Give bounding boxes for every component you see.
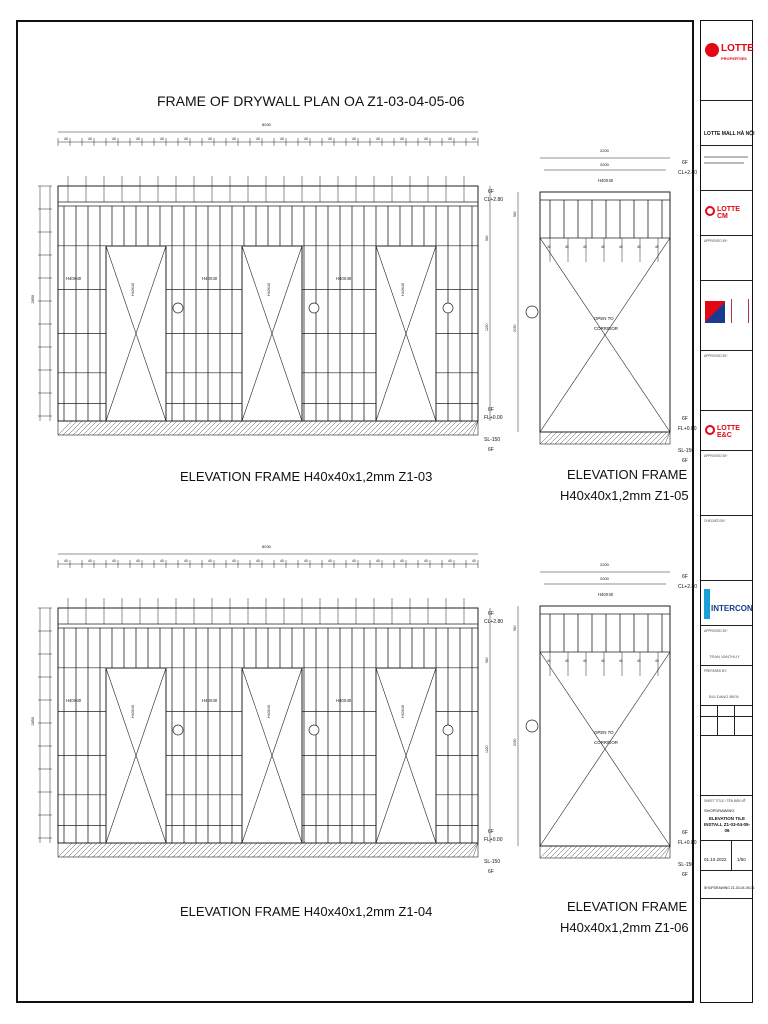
dim-label: 560 — [513, 211, 517, 217]
address-cell — [701, 146, 752, 191]
slab-level-label: SL-150 — [678, 448, 695, 454]
hatch-line — [635, 432, 647, 444]
sheet-date: 01.10.2022 — [704, 857, 727, 862]
dim-label: 40 — [472, 137, 476, 141]
elevation-z105-title-line1: ELEVATION FRAME — [567, 467, 688, 482]
section-marker — [526, 306, 538, 318]
section-marker — [309, 303, 319, 313]
hatch-line — [555, 846, 567, 858]
dim-label: 40 — [136, 559, 140, 563]
sheet-title-cell — [701, 796, 752, 841]
designer-logo-cell — [701, 281, 752, 351]
prepared-cell — [701, 666, 752, 706]
hatch-line — [650, 432, 662, 444]
elevation-z106-title-line1: ELEVATION FRAME — [567, 899, 688, 914]
dim-label: 40 — [256, 559, 260, 563]
intercon-icon — [704, 589, 710, 619]
hatch-line — [575, 432, 587, 444]
dim-label: 560 — [485, 235, 489, 241]
section-marker — [443, 303, 453, 313]
dim-label: 40 — [256, 137, 260, 141]
project-name: LOTTE MALL HÀ NỘI — [704, 131, 755, 137]
hatch-line — [610, 846, 622, 858]
overall-width-dim: 2200 — [600, 148, 609, 153]
dim-label: 40 — [619, 245, 623, 249]
hatch-line — [545, 432, 557, 444]
client-logo-sub: PROPERTIES — [721, 56, 747, 61]
lotte-logo-icon — [705, 43, 719, 57]
dim-label: 40 — [208, 137, 212, 141]
hatch-line — [590, 846, 602, 858]
dim-label: 40 — [424, 559, 428, 563]
drawing-number-cell — [701, 871, 755, 899]
hatch-line — [600, 432, 612, 444]
dim-label: 40 — [547, 659, 551, 663]
overall-width-dim: 2200 — [600, 562, 609, 567]
dim-label: 40 — [64, 137, 68, 141]
approved-by-label-2: APPROVED BY: — [704, 354, 728, 358]
hatch-line — [540, 846, 552, 858]
hatch-line — [540, 432, 552, 444]
dim-label: 40 — [637, 245, 641, 249]
dim-label: 40 — [232, 137, 236, 141]
approved-by-label-1: APPROVED BY: — [704, 239, 728, 243]
sheet-category: SHOPDRAWING — [704, 808, 735, 813]
approver-name: TRAN VANTHUY — [709, 654, 740, 659]
height-dim: 2850 — [31, 717, 35, 726]
ceiling-level-label: CL+2.80 — [678, 584, 698, 590]
hatch-line — [585, 432, 597, 444]
elevation-z104 — [31, 544, 503, 875]
dim-label: 40 — [136, 137, 140, 141]
approval-cell-4 — [701, 626, 752, 666]
dim-label: 40 — [160, 137, 164, 141]
dim-label: 40 — [583, 659, 587, 663]
elevation-z106-title-line2: H40x40x1,2mm Z1-06 — [560, 920, 689, 935]
hatch-line — [615, 432, 627, 444]
dim-label: 40 — [352, 559, 356, 563]
dim-label: 40 — [184, 137, 188, 141]
title-block — [700, 20, 753, 1003]
dim-label: 40 — [400, 137, 404, 141]
dim-label: 40 — [112, 559, 116, 563]
ceiling-level-label: CL+2.80 — [484, 619, 504, 625]
ground-hatch — [540, 432, 670, 444]
dim-label: 40 — [400, 559, 404, 563]
hatch-line — [550, 432, 562, 444]
dim-label: 40 — [328, 559, 332, 563]
client-logo-cell — [701, 21, 752, 101]
dim-label: 40 — [601, 245, 605, 249]
revision-divider-2 — [734, 706, 735, 736]
hatch-line — [620, 846, 632, 858]
hatch-line — [545, 846, 557, 858]
floor-level-label: FL+0.00 — [484, 415, 503, 421]
stud-callout: H40X40 — [336, 698, 352, 703]
stud-callout: H40X40 — [66, 276, 82, 281]
project-cell — [701, 101, 755, 146]
dim-label: 40 — [637, 659, 641, 663]
hatch-line — [580, 846, 592, 858]
checked-cell — [701, 516, 752, 581]
hatch-line — [555, 432, 567, 444]
section-marker — [173, 303, 183, 313]
dim-label: 40 — [655, 659, 659, 663]
stud-callout: H40X40 — [598, 178, 614, 183]
dim-label: 40 — [304, 137, 308, 141]
hatch-line — [585, 846, 597, 858]
stud-callout: H40X40 — [401, 705, 405, 718]
floor-level-label: FL+0.00 — [678, 840, 697, 846]
hatch-line — [590, 432, 602, 444]
client-logo: LOTTE — [721, 43, 754, 54]
floor-level-label: FL+0.00 — [678, 426, 697, 432]
dim-label: 40 — [376, 559, 380, 563]
hatch-line — [550, 846, 562, 858]
dim-label: 40 — [112, 137, 116, 141]
open-to-corridor-label-1: OPEN TO — [594, 316, 614, 321]
drawing-number: SHOPDRAWING Z1-03-04-05-06 — [704, 886, 755, 890]
dim-label: 560 — [485, 657, 489, 663]
hatch-line — [630, 846, 642, 858]
cm-logo: LOTTE CM — [717, 206, 740, 220]
dim-label: 40 — [565, 245, 569, 249]
dim-label: 40 — [448, 559, 452, 563]
dim-label: 40 — [547, 245, 551, 249]
frame-outline — [540, 606, 670, 846]
address-placeholder — [704, 156, 748, 158]
dim-label: 40 — [232, 559, 236, 563]
approval-cell-3 — [701, 451, 752, 516]
dim-label: 40 — [280, 559, 284, 563]
designer-logo-icon — [705, 301, 725, 323]
ground-hatch — [540, 846, 670, 858]
dim-label: 40 — [601, 659, 605, 663]
sheet-scale: 1/50 — [737, 857, 746, 862]
dim-label: 40 — [208, 559, 212, 563]
esc-logo: LOTTE E&C — [717, 425, 740, 439]
dim-label: 560 — [513, 625, 517, 631]
slab-level-label: SL-150 — [484, 859, 501, 865]
section-marker — [173, 725, 183, 735]
elevation-z104-title: ELEVATION FRAME H40x40x1,2mm Z1-04 — [180, 904, 433, 919]
floor-label: 6F — [682, 574, 688, 580]
floor-label: 6F — [488, 869, 494, 875]
hatch-line — [560, 432, 572, 444]
stud-callout: H40X40 — [131, 705, 135, 718]
dim-label: 40 — [88, 137, 92, 141]
hatch-line — [610, 432, 622, 444]
contractor-logo: INTERCON — [711, 604, 753, 613]
hatch-line — [645, 846, 657, 858]
stud-callout: H40X40 — [267, 283, 271, 296]
floor-label: 6F — [488, 189, 494, 195]
section-marker — [443, 725, 453, 735]
stud-callout: H40X40 — [131, 283, 135, 296]
date-scale-divider — [731, 841, 732, 871]
ceiling-level-label: CL+2.80 — [484, 197, 504, 203]
sheet-title: ELEVATION TILE INSTALL Z1-03-04-05-06 — [703, 816, 751, 833]
hatch-line — [570, 432, 582, 444]
open-to-corridor-label-2: CORRIDOR — [594, 740, 618, 745]
cm-logo-cell — [701, 191, 752, 236]
dim-label: 2050 — [513, 738, 517, 746]
hatch-line — [645, 432, 657, 444]
ceiling-level-label: CL+2.80 — [678, 170, 698, 176]
architect-logo-icon — [731, 299, 749, 323]
dim-label: 40 — [304, 559, 308, 563]
dim-label: 40 — [655, 245, 659, 249]
dim-label: 40 — [472, 559, 476, 563]
hatch-line — [468, 843, 478, 857]
dim-label: 1220 — [485, 745, 489, 753]
hatch-line — [605, 432, 617, 444]
hatch-line — [595, 846, 607, 858]
elevation-z103 — [31, 122, 503, 453]
dim-label: 40 — [328, 137, 332, 141]
dim-label: 40 — [376, 137, 380, 141]
hatch-line — [565, 846, 577, 858]
dim-label: 40 — [448, 137, 452, 141]
hatch-line — [625, 432, 637, 444]
dim-label: 40 — [424, 137, 428, 141]
hatch-line — [630, 432, 642, 444]
hatch-line — [565, 432, 577, 444]
stud-callout: H40X40 — [267, 705, 271, 718]
floor-level-label: FL+0.00 — [484, 837, 503, 843]
sheet-list-cell — [701, 736, 752, 796]
hatch-line — [615, 846, 627, 858]
open-to-corridor-label-2: CORRIDOR — [594, 326, 618, 331]
floor-label: 6F — [682, 872, 688, 878]
floor-label: 6F — [682, 416, 688, 422]
hatch-line — [605, 846, 617, 858]
hatch-line — [625, 846, 637, 858]
slab-level-label: SL-150 — [484, 437, 501, 443]
floor-label: 6F — [488, 611, 494, 617]
slab-level-label: SL-150 — [678, 862, 695, 868]
hatch-line — [640, 432, 652, 444]
stud-callout: H40X40 — [202, 276, 218, 281]
dim-label: 40 — [619, 659, 623, 663]
stud-callout: H40X40 — [336, 276, 352, 281]
approval-cell-1 — [701, 236, 752, 281]
hatch-line — [575, 846, 587, 858]
hatch-line — [640, 846, 652, 858]
ground-hatch — [58, 421, 478, 435]
contractor-logo-cell — [701, 581, 752, 626]
hatch-line — [570, 846, 582, 858]
hatch-line — [595, 432, 607, 444]
stud-callout: H40X40 — [202, 698, 218, 703]
ground-hatch — [58, 843, 478, 857]
dim-label: 40 — [184, 559, 188, 563]
stud-callout: H40X40 — [401, 283, 405, 296]
elevation-z105 — [513, 148, 697, 464]
checked-by-label: CHECKED BY: — [704, 519, 726, 523]
section-marker — [526, 720, 538, 732]
overall-width-dim: 8030 — [262, 122, 271, 127]
hatch-line — [580, 432, 592, 444]
height-dim: 2850 — [31, 295, 35, 304]
dim-label: 40 — [88, 559, 92, 563]
section-marker — [309, 725, 319, 735]
floor-label: 6F — [682, 830, 688, 836]
frame-outline — [540, 192, 670, 432]
lotte-esc-icon — [705, 425, 715, 435]
preparer-name: BUI DANG BIEN — [709, 694, 739, 699]
dim-label: 40 — [64, 559, 68, 563]
drawing-title: FRAME OF DRYWALL PLAN OA Z1-03-04-05-06 — [157, 93, 465, 109]
dim-label: 40 — [352, 137, 356, 141]
hatch-line — [468, 421, 478, 435]
hatch-line — [650, 846, 662, 858]
hatch-line — [473, 843, 478, 857]
sheet-title-label: SHEET TITLE / TÊN BẢN VẼ — [704, 799, 746, 803]
floor-label: 6F — [488, 829, 494, 835]
elevation-z105-title-line2: H40x40x1,2mm Z1-05 — [560, 488, 689, 503]
revision-divider-1 — [717, 706, 718, 736]
address-placeholder-2 — [704, 162, 744, 164]
approved-by-label-4: APPROVED BY: — [704, 629, 728, 633]
elevation-z103-title: ELEVATION FRAME H40x40x1,2mm Z1-03 — [180, 469, 433, 484]
floor-label: 6F — [682, 458, 688, 464]
approved-by-label-3: APPROVED BY: — [704, 454, 728, 458]
overall-width-dim: 8030 — [262, 544, 271, 549]
hatch-line — [473, 421, 478, 435]
dim-label: 40 — [160, 559, 164, 563]
prepared-by-label: PREPARED BY: — [704, 669, 728, 673]
inner-width-dim: 2000 — [600, 162, 609, 167]
approval-cell-2 — [701, 351, 752, 411]
floor-label: 6F — [682, 160, 688, 166]
dim-label: 40 — [565, 659, 569, 663]
floor-label: 6F — [488, 407, 494, 413]
stud-callout: H40X40 — [66, 698, 82, 703]
dim-label: 40 — [583, 245, 587, 249]
floor-label: 6F — [488, 447, 494, 453]
esc-logo-cell — [701, 411, 752, 451]
inner-width-dim: 2000 — [600, 576, 609, 581]
date-scale-cell — [701, 841, 752, 871]
revision-table — [701, 706, 752, 736]
dim-label: 40 — [280, 137, 284, 141]
elevation-z106 — [513, 562, 697, 878]
open-to-corridor-label-1: OPEN TO — [594, 730, 614, 735]
hatch-line — [635, 846, 647, 858]
hatch-line — [665, 846, 670, 858]
hatch-line — [620, 432, 632, 444]
dim-label: 2050 — [513, 324, 517, 332]
dim-label: 1220 — [485, 323, 489, 331]
hatch-line — [600, 846, 612, 858]
lotte-cm-icon — [705, 206, 715, 216]
hatch-line — [665, 432, 670, 444]
hatch-line — [560, 846, 572, 858]
stud-callout: H40X40 — [598, 592, 614, 597]
revision-header-line — [701, 716, 752, 717]
